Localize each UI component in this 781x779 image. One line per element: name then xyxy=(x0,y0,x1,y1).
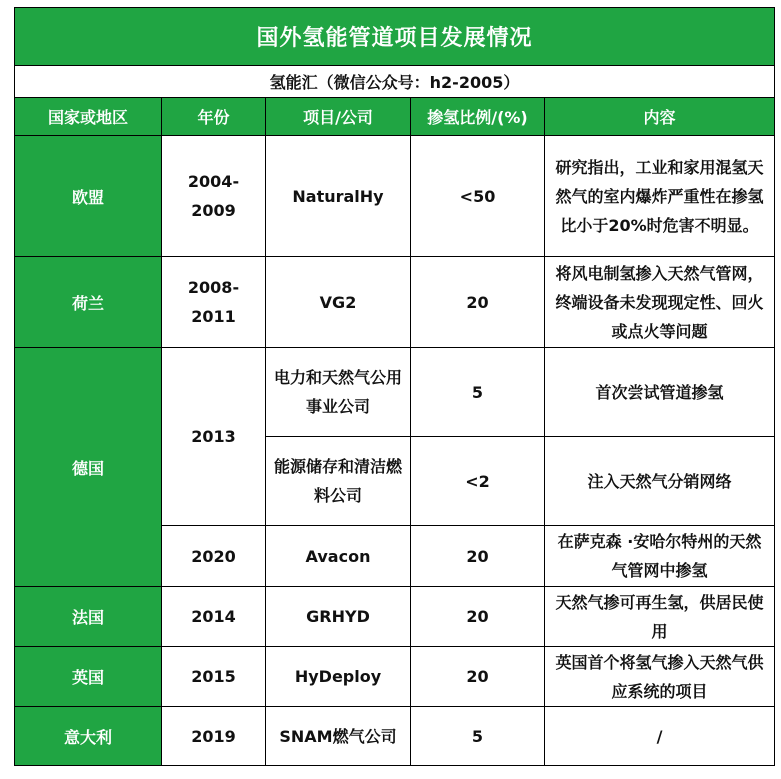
year-cell: 2020 xyxy=(162,526,266,587)
content-cell: 首次尝试管道掺氢 xyxy=(545,348,775,437)
project-cell: NaturalHy xyxy=(266,136,411,257)
table-row xyxy=(15,136,775,257)
year-cell: 2008-2011 xyxy=(162,257,266,348)
ratio-cell: 20 xyxy=(411,647,545,707)
project-cell: Avacon xyxy=(266,526,411,587)
country-cell: 意大利 xyxy=(15,707,162,766)
country-cell: 欧盟 xyxy=(15,136,162,257)
header-project: 项目/公司 xyxy=(266,98,411,136)
year-text: 2004-2009 xyxy=(187,172,240,220)
content-cell: 英国首个将氢气掺入天然气供应系统的项目 xyxy=(545,647,775,707)
project-cell: VG2 xyxy=(266,257,411,348)
country-cell: 荷兰 xyxy=(15,257,162,348)
project-cell: GRHYD xyxy=(266,587,411,647)
table-container xyxy=(14,7,774,766)
ratio-cell: <2 xyxy=(411,437,545,526)
header-country: 国家或地区 xyxy=(15,98,162,136)
project-cell: SNAM燃气公司 xyxy=(266,707,411,766)
content-cell: 天然气掺可再生氢，供居民使用 xyxy=(545,587,775,647)
table-row xyxy=(15,257,775,348)
ratio-cell: 5 xyxy=(411,707,545,766)
header-year: 年份 xyxy=(162,98,266,136)
table-title: 国外氢能管道项目发展情况 xyxy=(15,8,775,66)
header-content: 内容 xyxy=(545,98,775,136)
year-cell: 2015 xyxy=(162,647,266,707)
header-ratio: 掺氢比例/(%) xyxy=(411,98,545,136)
hydrogen-pipeline-table xyxy=(14,7,775,766)
ratio-cell: <50 xyxy=(411,136,545,257)
ratio-cell: 20 xyxy=(411,526,545,587)
content-cell: / xyxy=(545,707,775,766)
table-row xyxy=(15,647,775,707)
content-cell: 将风电制氢掺入天然气管网，终端设备未发现现定性、回火或点火等问题 xyxy=(545,257,775,348)
country-cell: 法国 xyxy=(15,587,162,647)
table-row xyxy=(15,348,775,437)
year-cell: 2014 xyxy=(162,587,266,647)
ratio-cell: 20 xyxy=(411,587,545,647)
table-row xyxy=(15,587,775,647)
content-cell: 注入天然气分销网络 xyxy=(545,437,775,526)
content-cell: 在萨克森 ·安哈尔特州的天然气管网中掺氢 xyxy=(545,526,775,587)
table-row xyxy=(15,707,775,766)
project-cell: 电力和天然气公用事业公司 xyxy=(266,348,411,437)
country-cell: 德国 xyxy=(15,348,162,587)
project-cell: 能源储存和清洁燃料公司 xyxy=(266,437,411,526)
country-cell: 英国 xyxy=(15,647,162,707)
year-cell: 2013 xyxy=(162,348,266,526)
ratio-cell: 20 xyxy=(411,257,545,348)
year-cell xyxy=(162,136,266,257)
table-subtitle: 氢能汇（微信公众号：h2-2005） xyxy=(15,66,775,98)
ratio-cell: 5 xyxy=(411,348,545,437)
year-cell: 2019 xyxy=(162,707,266,766)
content-cell: 研究指出，工业和家用混氢天然气的室内爆炸严重性在掺氢比小于20%时危害不明显。 xyxy=(545,136,775,257)
project-cell: HyDeploy xyxy=(266,647,411,707)
